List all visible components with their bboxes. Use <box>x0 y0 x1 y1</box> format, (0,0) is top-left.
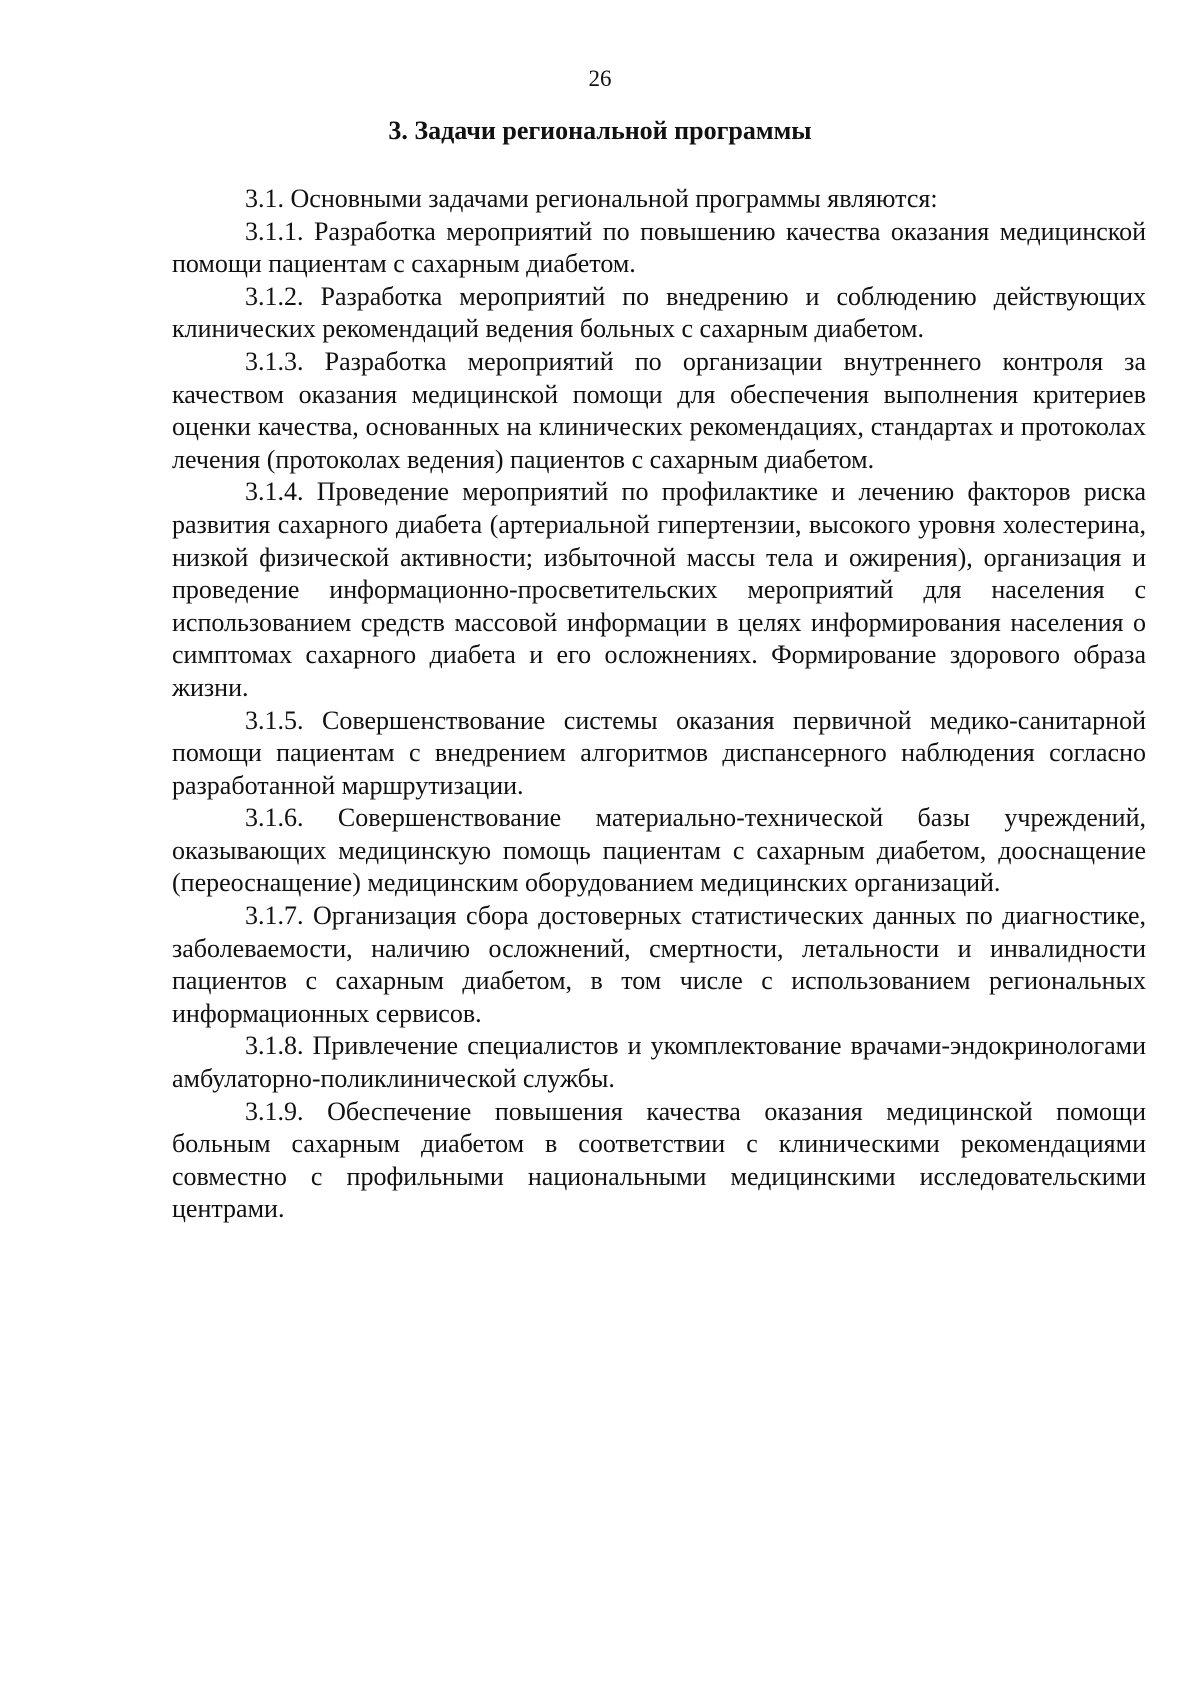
task-item-3-1-8 <box>172 1030 1146 1095</box>
intro-paragraph: 3.1. Основными задачами региональной программы являются: <box>245 184 938 213</box>
task-number: 3.1.5. <box>245 705 304 735</box>
task-number: 3.1.7. <box>245 901 304 931</box>
task-text: Совершенствование материально-технической базы учреждений, оказывающих медицинскую помощь пациентам с сахарным диабетом, дооснащение (переоснащение) медицинским оборудованием медицинских организаций. <box>172 803 1146 898</box>
task-number: 3.1.9. <box>245 1096 304 1126</box>
task-text: Разработка мероприятий по повышению качества оказания медицинской помощи пациентам с сахарным диабетом. <box>172 216 1147 279</box>
section-body <box>172 183 1146 1226</box>
task-number: 3.1.1. <box>245 216 304 246</box>
task-item-3-1-7 <box>172 900 1146 1030</box>
task-text: Привлечение специалистов и укомплектование врачами-эндокринологами амбулаторно-поликлинической службы. <box>172 1031 1147 1094</box>
task-text: Организация сбора достоверных статистических данных по диагностике, заболеваемости, наличию осложнений, смертности, летальности и инвалидности пациентов с сахарным диабетом, в том числе с использованием региональных информационных сервисов. <box>172 901 1146 1028</box>
task-number: 3.1.3. <box>245 346 304 376</box>
task-text: Обеспечение повышения качества оказания медицинской помощи больным сахарным диабетом в соответствии с клиническими рекомендациями совместно с профильными национальными медицинскими исследовательскими центрами. <box>172 1096 1146 1224</box>
task-text: Проведение мероприятий по профилактике и лечению факторов риска развития сахарного диабета (артериальной гипертензии, высокого уровня холестерина, низкой физической активности; избыточной массы тела и ожирения), организация и проведение информационно-просветительских мероприятий для населения с использованием средств массовой информации в целях информирования населения о симптомах сахарного диабета и его осложнениях. Формирование здорового образа жизни. <box>172 477 1146 702</box>
task-item-3-1-1 <box>172 216 1146 281</box>
section-heading: 3. Задачи региональной программы <box>388 116 812 145</box>
task-text: Разработка мероприятий по организации внутреннего контроля за качеством оказания медицинской помощи для обеспечения выполнения критериев оценки качества, основанных на клинических рекомендациях, стандартах и протоколах лечения (протоколах ведения) пациентов с сахарным диабетом. <box>172 346 1146 474</box>
task-item-3-1-2 <box>172 281 1146 346</box>
task-text: Совершенствование системы оказания первичной медико-санитарной помощи пациентам с внедрением алгоритмов диспансерного наблюдения согласно разработанной маршрутизации. <box>172 705 1146 800</box>
task-item-3-1-4 <box>172 476 1146 704</box>
task-number: 3.1.2. <box>245 281 304 311</box>
task-text: Разработка мероприятий по внедрению и соблюдению действующих клинических рекомендаций ведения больных с сахарным диабетом. <box>172 281 1146 344</box>
task-number: 3.1.8. <box>245 1031 304 1061</box>
task-item-3-1-9 <box>172 1096 1146 1226</box>
task-item-3-1-3 <box>172 346 1146 476</box>
page-number: 26 <box>588 66 612 91</box>
task-item-3-1-6 <box>172 802 1146 900</box>
task-number: 3.1.6. <box>245 803 304 833</box>
task-item-3-1-5 <box>172 705 1146 803</box>
task-number: 3.1.4. <box>245 477 304 507</box>
